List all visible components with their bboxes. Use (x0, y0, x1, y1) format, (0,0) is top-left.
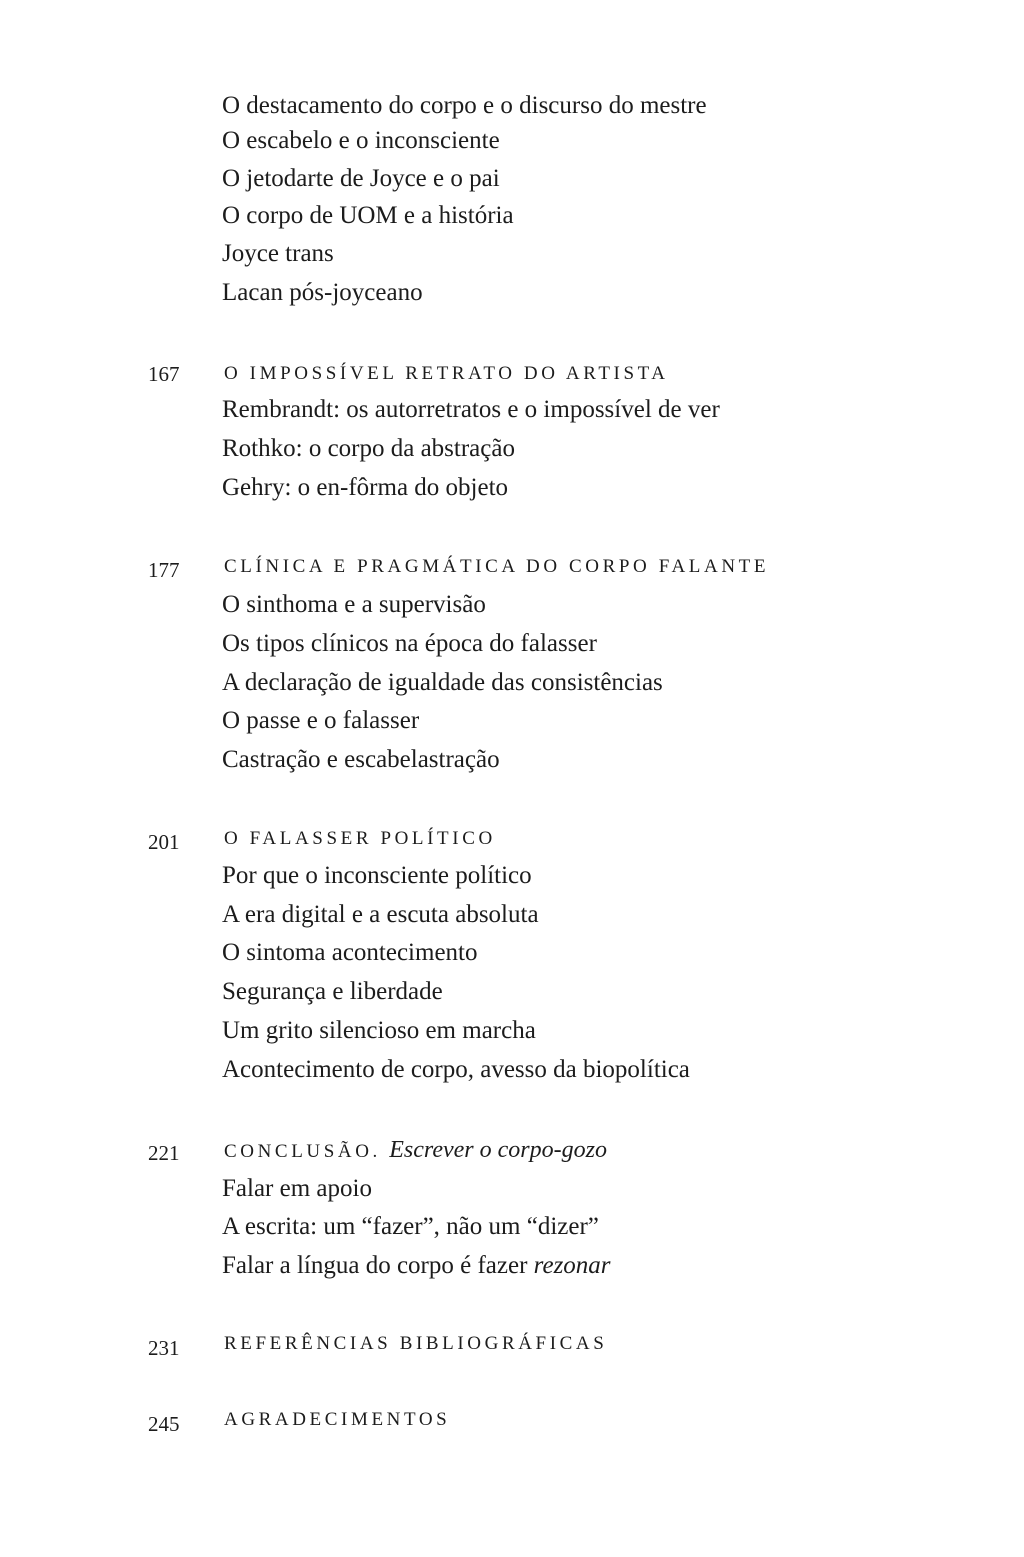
toc-item (222, 1251, 611, 1281)
toc-item: Falar em apoio (222, 1175, 372, 1202)
toc-item: Por que o inconsciente político (222, 862, 532, 889)
toc-item: A declaração de igualdade das consistências (222, 669, 663, 696)
toc-item: O corpo de UOM e a história (222, 202, 514, 229)
section-title-italic: Escrever o corpo-gozo (389, 1137, 607, 1163)
toc-item: A escrita: um “fazer”, não um “dizer” (222, 1213, 599, 1240)
toc-item: Castração e escabelastração (222, 746, 500, 773)
toc-item: Lacan pós-joyceano (222, 279, 423, 306)
toc-item: O escabelo e o inconsciente (222, 127, 500, 154)
toc-item: Joyce trans (222, 240, 334, 267)
toc-item: A era digital e a escuta absoluta (222, 901, 539, 928)
section-title (224, 1135, 607, 1167)
toc-item-italic-word: rezonar (533, 1252, 611, 1279)
toc-item: Acontecimento de corpo, avesso da biopolítica (222, 1056, 690, 1083)
toc-item: O sinthoma e a supervisão (222, 591, 486, 618)
section-page-number: 231 (148, 1336, 180, 1360)
toc-item: Gehry: o en-fôrma do objeto (222, 474, 509, 501)
toc-item: Rembrandt: os autorretratos e o impossível de ver (222, 396, 720, 423)
toc-item: O passe e o falasser (222, 707, 420, 734)
toc-item: O jetodarte de Joyce e o pai (222, 165, 500, 192)
section-page-number: 201 (148, 830, 180, 854)
toc-item: O sintoma acontecimento (222, 939, 478, 966)
section-page-number: 221 (148, 1141, 180, 1165)
toc-item: Segurança e liberdade (222, 978, 443, 1005)
section-title: O IMPOSSÍVEL RETRATO DO ARTISTA (224, 363, 669, 384)
toc-item: Os tipos clínicos na época do falasser (222, 630, 597, 657)
section-title-label: CONCLUSÃO. (224, 1141, 381, 1162)
section-title: REFERÊNCIAS BIBLIOGRÁFICAS (224, 1333, 608, 1354)
toc-item: Rothko: o corpo da abstração (222, 435, 515, 462)
section-page-number: 245 (148, 1412, 180, 1436)
toc-item: O destacamento do corpo e o discurso do mestre (222, 92, 707, 119)
toc-item: Um grito silencioso em marcha (222, 1017, 536, 1044)
section-title: CLÍNICA E PRAGMÁTICA DO CORPO FALANTE (224, 556, 770, 577)
toc-item-text: Falar a língua do corpo é fazer (222, 1252, 534, 1279)
section-title: O FALASSER POLÍTICO (224, 828, 496, 849)
section-page-number: 177 (148, 558, 180, 582)
section-page-number: 167 (148, 362, 180, 386)
section-title: AGRADECIMENTOS (224, 1409, 451, 1430)
